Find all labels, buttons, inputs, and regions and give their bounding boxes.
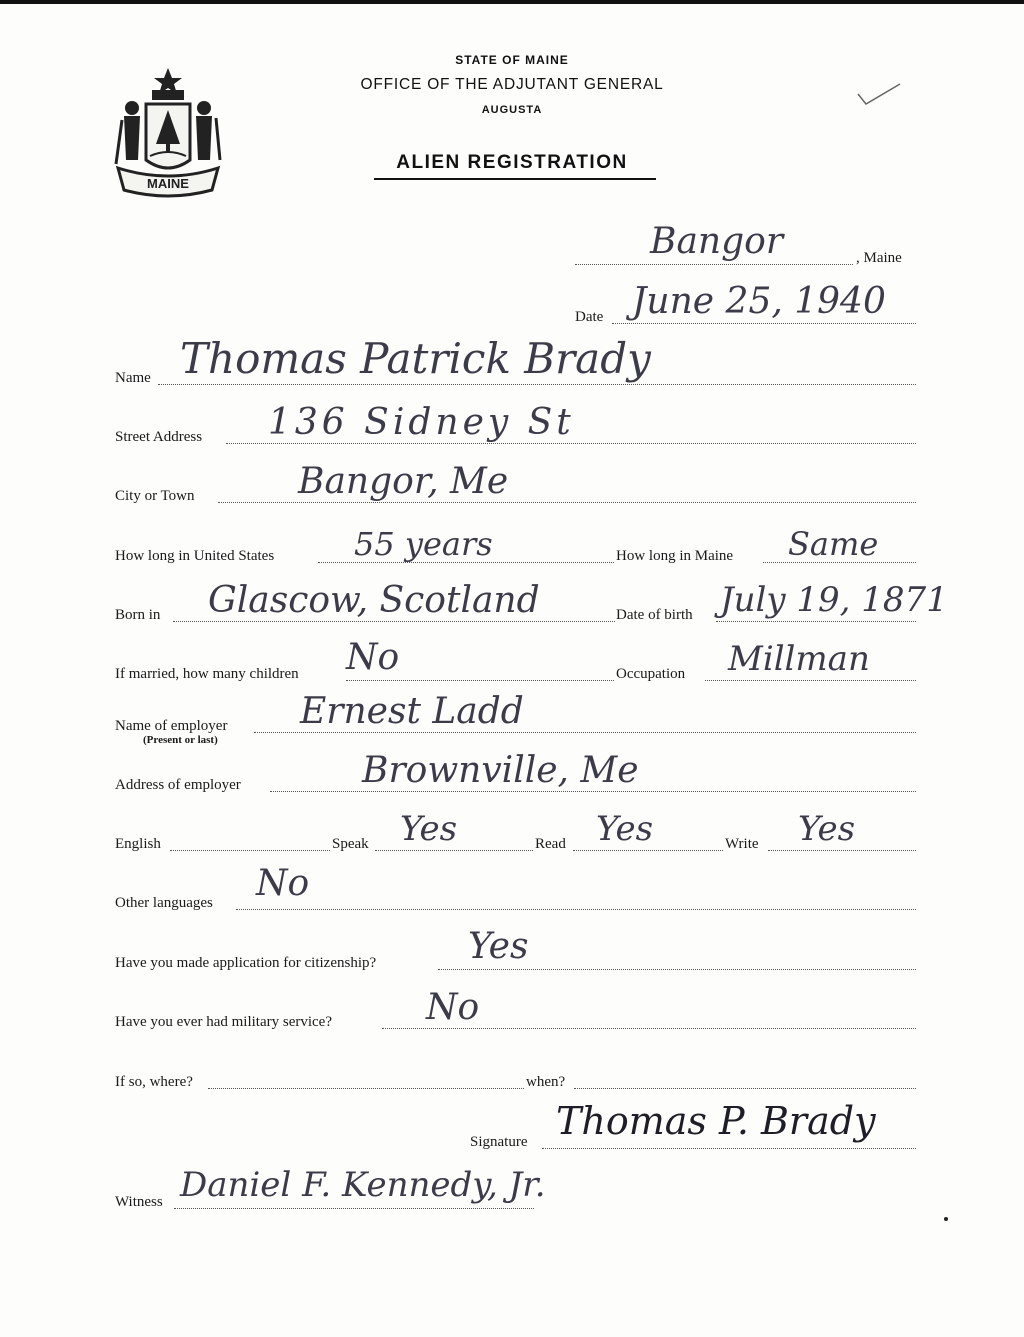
street-address-label: Street Address bbox=[115, 429, 203, 445]
speak-line bbox=[375, 850, 533, 851]
other-languages-line bbox=[236, 909, 916, 910]
name-value: Thomas Patrick Brady bbox=[180, 334, 651, 383]
signature-value: Thomas P. Brady bbox=[556, 1099, 876, 1143]
read-line bbox=[573, 850, 723, 851]
scan-top-border bbox=[0, 0, 1024, 4]
employer-name-label: Name of employer bbox=[115, 718, 228, 734]
signature-label: Signature bbox=[470, 1134, 528, 1150]
employer-name-value: Ernest Ladd bbox=[300, 691, 524, 732]
other-languages-value: No bbox=[256, 863, 310, 904]
title-underline bbox=[374, 178, 656, 180]
city-label: City or Town bbox=[115, 488, 195, 504]
how-long-maine-label: How long in Maine bbox=[616, 548, 734, 564]
date-label: Date bbox=[575, 309, 604, 325]
date-line bbox=[612, 323, 916, 324]
when-label: when? bbox=[526, 1074, 566, 1090]
military-label: Have you ever had military service? bbox=[115, 1014, 332, 1030]
state-heading: STATE OF MAINE bbox=[455, 53, 569, 67]
children-label: If married, how many children bbox=[115, 666, 299, 682]
where-label: If so, where? bbox=[115, 1074, 193, 1090]
write-value: Yes bbox=[798, 809, 856, 849]
when-line bbox=[574, 1088, 916, 1089]
children-value: No bbox=[346, 637, 400, 678]
occupation-line bbox=[705, 680, 916, 681]
children-line bbox=[346, 680, 614, 681]
scan-speck bbox=[944, 1217, 948, 1221]
other-languages-label: Other languages bbox=[115, 895, 213, 911]
speak-value: Yes bbox=[400, 809, 458, 849]
born-in-label: Born in bbox=[115, 607, 161, 623]
witness-value: Daniel F. Kennedy, Jr. bbox=[180, 1165, 546, 1205]
how-long-us-label: How long in United States bbox=[115, 548, 275, 564]
employer-name-sublabel: (Present or last) bbox=[143, 734, 218, 746]
english-label: English bbox=[115, 836, 161, 852]
witness-label: Witness bbox=[115, 1194, 163, 1210]
place-value: Bangor bbox=[650, 221, 784, 262]
signature-line bbox=[542, 1148, 916, 1149]
witness-line bbox=[174, 1208, 534, 1209]
how-long-maine-value: Same bbox=[788, 525, 879, 563]
office-heading: OFFICE OF THE ADJUTANT GENERAL bbox=[360, 76, 664, 93]
city-value: Bangor, Me bbox=[298, 461, 509, 502]
employer-address-label: Address of employer bbox=[115, 777, 241, 793]
occupation-label: Occupation bbox=[616, 666, 686, 682]
write-label: Write bbox=[725, 836, 759, 852]
place-suffix: , Maine bbox=[856, 250, 902, 266]
street-address-line bbox=[226, 443, 916, 444]
write-line bbox=[768, 850, 916, 851]
date-value: June 25, 1940 bbox=[632, 281, 886, 322]
svg-text:MAINE: MAINE bbox=[147, 176, 189, 191]
read-label: Read bbox=[535, 836, 566, 852]
name-label: Name bbox=[115, 370, 151, 386]
employer-name-line bbox=[254, 732, 916, 733]
date-of-birth-value: July 19, 1871 bbox=[720, 580, 948, 620]
where-line bbox=[208, 1088, 524, 1089]
check-mark-icon bbox=[856, 80, 904, 110]
citizenship-line bbox=[438, 969, 916, 970]
date-of-birth-label: Date of birth bbox=[616, 607, 693, 623]
city-line bbox=[218, 502, 916, 503]
speak-label: Speak bbox=[332, 836, 369, 852]
born-in-line bbox=[173, 621, 615, 622]
employer-address-value: Brownville, Me bbox=[362, 750, 639, 791]
place-line bbox=[575, 264, 853, 265]
citizenship-value: Yes bbox=[468, 926, 529, 967]
date-of-birth-line bbox=[716, 621, 916, 622]
read-value: Yes bbox=[596, 809, 654, 849]
city-heading: AUGUSTA bbox=[481, 104, 543, 116]
occupation-value: Millman bbox=[728, 639, 870, 679]
form-title: ALIEN REGISTRATION bbox=[396, 152, 628, 173]
employer-address-line bbox=[270, 791, 916, 792]
citizenship-label: Have you made application for citizenship? bbox=[115, 955, 377, 971]
how-long-us-value: 55 years bbox=[354, 525, 493, 563]
military-value: No bbox=[426, 987, 480, 1028]
military-line bbox=[382, 1028, 916, 1029]
born-in-value: Glascow, Scotland bbox=[208, 580, 540, 621]
street-address-value: 136 Sidney St bbox=[268, 402, 575, 443]
english-line bbox=[170, 850, 330, 851]
name-line bbox=[158, 384, 916, 385]
